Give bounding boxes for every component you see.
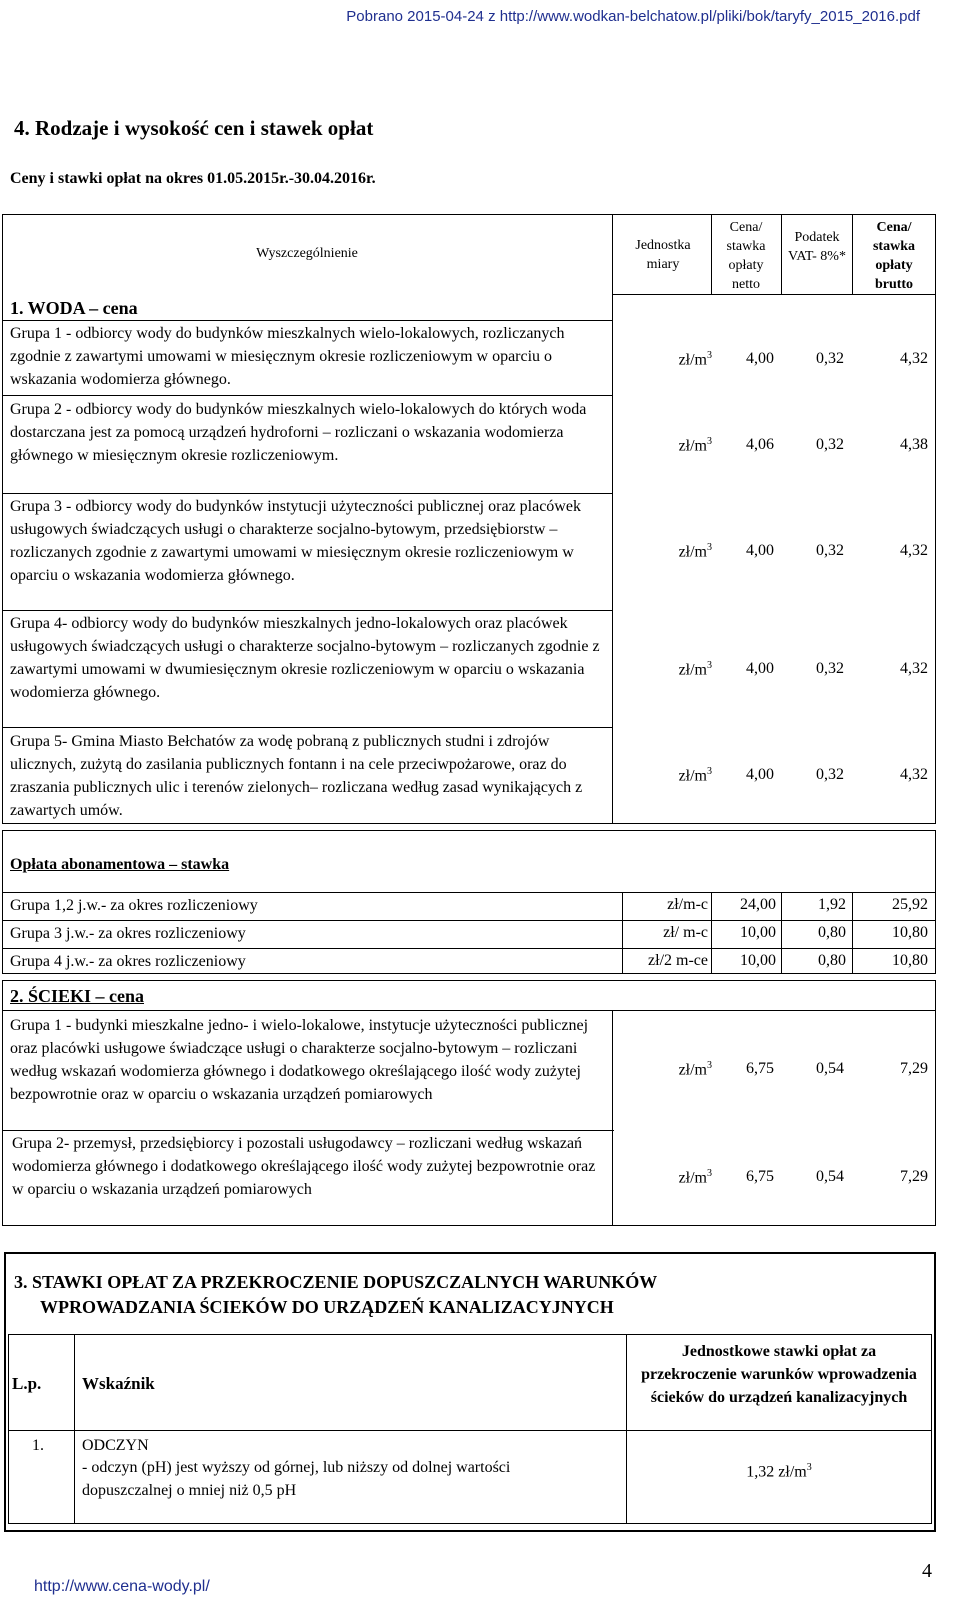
subscription-row-3-unit: zł/2 m-ce: [648, 952, 708, 969]
sewage-group-2-net: 6,75: [746, 1168, 774, 1185]
footer-link[interactable]: http://www.cena-wody.pl/: [34, 1578, 210, 1595]
period-text: Ceny i stawki opłat na okres 01.05.2015r.-30.04.2016r.: [10, 170, 376, 187]
subscription-row-1-unit: zł/m-c: [667, 896, 708, 913]
water-group-3-vat: 0,32: [816, 542, 844, 559]
col-header-rate: Jednostkowe stawki opłat za przekroczenie warunków wprowadzenia ścieków do urządzeń kanalizacyjnych: [641, 1343, 917, 1406]
water-group-5-gross: 4,32: [900, 766, 928, 783]
subscription-row-1-desc: Grupa 1,2 j.w.- za okres rozliczeniowy: [10, 897, 258, 914]
subscription-row-2-net: 10,00: [740, 924, 776, 941]
water-group-4-net: 4,00: [746, 660, 774, 677]
sewage-group-2-vat: 0,54: [816, 1168, 844, 1185]
row-rate: 1,32 $zł/m^3$: [746, 1462, 812, 1481]
section3-title-line2: WPROWADZANIA ŚCIEKÓW DO URZĄDZEŃ KANALIZACYJNYCH: [40, 1297, 614, 1317]
sewage-group-1-gross: 7,29: [900, 1060, 928, 1077]
water-group-5-vat: 0,32: [816, 766, 844, 783]
water-group-4-unit: $zł/m^3$: [678, 660, 712, 679]
subscription-title: Opłata abonamentowa – stawka: [10, 856, 230, 873]
subscription-row-2-vat: 0,80: [818, 924, 846, 941]
water-group-4-gross: 4,32: [900, 660, 928, 677]
col-header-unit: Jednostka miary: [635, 238, 691, 272]
water-group-3-net: 4,00: [746, 542, 774, 559]
section3-title-line1: 3. STAWKI OPŁAT ZA PRZEKROCZENIE DOPUSZCZALNYCH WARUNKÓW: [14, 1272, 658, 1292]
water-group-1-desc: Grupa 1 - odbiorcy wody do budynków mieszkalnych wielo-lokalowych, rozliczanych zgodnie z zawartymi umowami w miesięcznym okresie rozliczeniowym w oparciu o wskazania wodomierza głównego.: [10, 325, 565, 388]
water-group-1-vat: 0,32: [816, 350, 844, 367]
section-heading: 4. Rodzaje i wysokość cen i stawek opłat: [14, 116, 374, 140]
col-header-indicator: Wskaźnik: [82, 1374, 155, 1393]
subscription-row-3-net: 10,00: [740, 952, 776, 969]
subscription-row-2-desc: Grupa 3 j.w.- za okres rozliczeniowy: [10, 925, 246, 942]
water-group-5-desc: Grupa 5- Gmina Miasto Bełchatów za wodę pobraną z publicznych studni i zdrojów ulicznych, zużytą do zasilania publicznych fontann i na cele przeciwpożarowe, oraz do zraszania publicznych ulic i terenów zielonych– rozliczana według zasad wynikających z zawartych umów.: [10, 733, 583, 819]
sewage-section-label: 2. ŚCIEKI – cena: [10, 986, 145, 1006]
water-group-2-net: 4,06: [746, 436, 774, 453]
subscription-row-3-gross: 10,80: [892, 952, 928, 969]
sewage-group-2-desc: Grupa 2- przemysł, przedsiębiorcy i pozostali usługodawcy – rozliczani według wskazań wodomierza głównego i dodatkowego określającego ilość wody zużytej bezpowrotnie oraz w oparciu o wskazania urządzeń pomiarowych: [12, 1135, 596, 1198]
water-group-2-vat: 0,32: [816, 436, 844, 453]
water-section-label: 1. WODA – cena: [10, 298, 138, 318]
water-group-3-gross: 4,32: [900, 542, 928, 559]
sewage-group-2-gross: 7,29: [900, 1168, 928, 1185]
sewage-group-1-unit: $zł/m^3$: [678, 1060, 712, 1079]
subscription-row-2-gross: 10,80: [892, 924, 928, 941]
water-group-2-desc: Grupa 2 - odbiorcy wody do budynków mieszkalnych wielo-lokalowych do których woda dostarczana jest za pomocą urządzeń hydroforni – rozliczani o wskazania wodomierza głównego w miesięcznym okresie rozliczeniowym.: [10, 401, 587, 464]
col-header-net: Cena/ stawka opłaty netto: [726, 220, 766, 292]
sewage-group-1-desc: Grupa 1 - budynki mieszkalne jedno- i wielo-lokalowe, instytucje użyteczności publicznej oraz placówki usługowe świadczące usługi o charakterze socjalno-bytowym – rozliczani według wskazań wodomierza głównego i dodatkowego określającego ilość wody zużytej bezpowrotnie oraz w oparciu o wskazania urządzeń pomiarowych: [10, 1017, 589, 1103]
water-group-1-unit: $zł/m^3$: [678, 350, 712, 369]
subscription-row-1-gross: 25,92: [892, 896, 928, 913]
row-indicator-name: ODCZYN: [82, 1437, 149, 1454]
water-group-2-unit: $zł/m^3$: [678, 436, 712, 455]
row-lp: 1.: [32, 1437, 44, 1454]
water-group-3-unit: $zł/m^3$: [678, 542, 712, 561]
download-banner[interactable]: Pobrano 2015-04-24 z http://www.wodkan-belchatow.pl/pliki/bok/taryfy_2015_2016.pdf: [346, 8, 920, 25]
water-group-4-desc: Grupa 4- odbiorcy wody do budynków mieszkalnych jedno-lokalowych oraz placówek usługowych świadczących usługi o charakterze socjalno-bytowym – rozliczanych zgodnie z zawartymi umowami w dwumiesięcznym okresie rozliczeniowym w oparciu o wskazania wodomierza głównego.: [10, 615, 600, 701]
water-group-1-gross: 4,32: [900, 350, 928, 367]
col-header-description: Wyszczególnienie: [256, 246, 358, 261]
sewage-group-1-net: 6,75: [746, 1060, 774, 1077]
subscription-row-3-desc: Grupa 4 j.w.- za okres rozliczeniowy: [10, 953, 246, 970]
subscription-row-1-net: 24,00: [740, 896, 776, 913]
col-header-vat: Podatek VAT- 8%*: [788, 230, 846, 264]
page-number: 4: [922, 1560, 932, 1582]
water-group-5-net: 4,00: [746, 766, 774, 783]
water-group-4-vat: 0,32: [816, 660, 844, 677]
col-header-lp: L.p.: [12, 1374, 42, 1393]
water-group-5-unit: $zł/m^3$: [678, 766, 712, 785]
subscription-row-1-vat: 1,92: [818, 896, 846, 913]
sewage-group-2-unit: $zł/m^3$: [678, 1168, 712, 1187]
row-indicator-desc: - odczyn (pH) jest wyższy od górnej, lub niższy od dolnej wartości dopuszczalnej o mniej niż 0,5 pH: [82, 1459, 511, 1499]
water-group-3-desc: Grupa 3 - odbiorcy wody do budynków instytucji użyteczności publicznej oraz placówek usługowych świadczących usługi o charakterze socjalno-bytowym, przedsiębiorstw – rozliczanych zgodnie z zawartymi umowami w miesięcznym okresie rozliczeniowym w oparciu o wskazania wodomierza głównego.: [10, 498, 581, 584]
sewage-group-1-vat: 0,54: [816, 1060, 844, 1077]
subscription-row-3-vat: 0,80: [818, 952, 846, 969]
col-header-gross: Cena/ stawka opłaty brutto: [872, 220, 915, 292]
subscription-row-2-unit: zł/ m-c: [663, 924, 708, 941]
water-group-2-gross: 4,38: [900, 436, 928, 453]
water-group-1-net: 4,00: [746, 350, 774, 367]
